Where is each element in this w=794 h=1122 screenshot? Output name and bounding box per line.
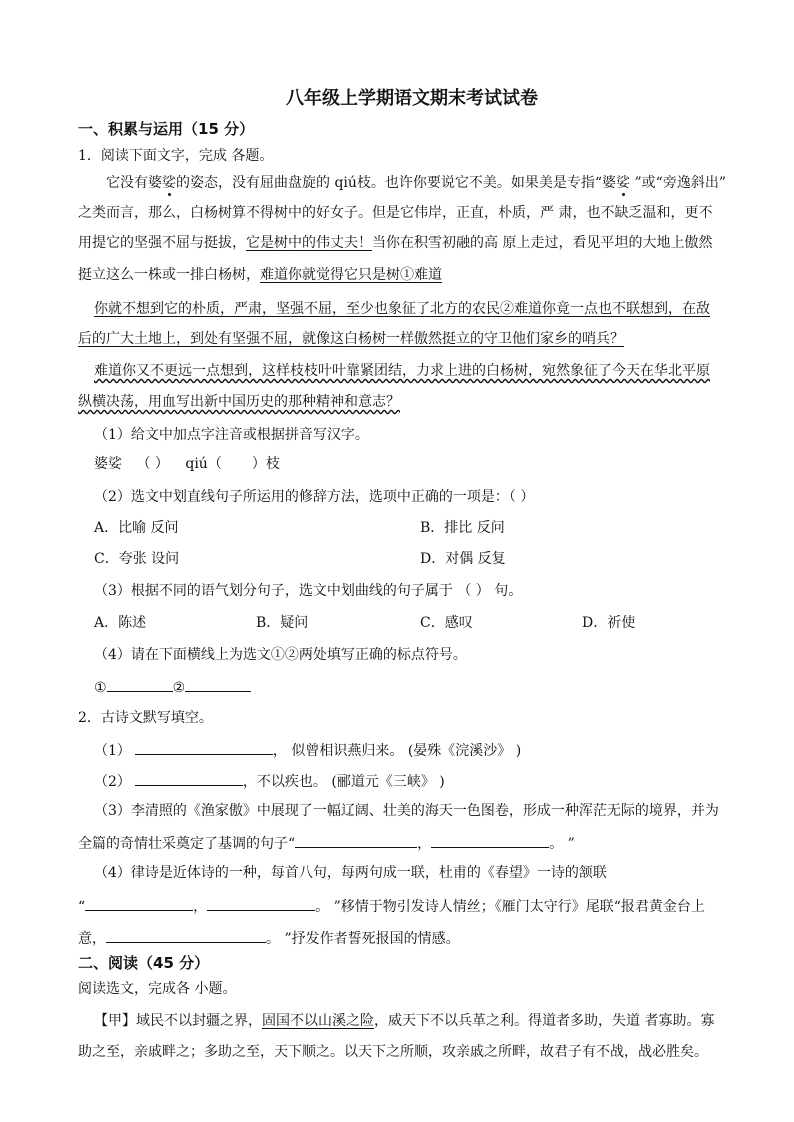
poem-blank[interactable] (207, 896, 315, 911)
blank-marker-2: ② (172, 680, 186, 696)
section-2-header: 二、阅读（45 分） (78, 954, 210, 972)
poem-text: “ (78, 899, 86, 915)
poem-text: ， (193, 899, 208, 915)
subquestion-2: （2）选文中划直线句子所运用的修辞方法，选项中正确的一项是：（ ） (94, 489, 535, 505)
subquestion-3: （3）根据不同的语气划分句子，选文中划曲线的句子属于 （ ） 句。 (94, 583, 523, 599)
option-2a[interactable]: A．比喻 反问 (94, 520, 179, 536)
option-3a[interactable]: A．陈述 (94, 615, 147, 631)
reading-intro: 阅读选文，完成各 小题。 (78, 981, 237, 997)
poem-blank[interactable] (85, 896, 193, 911)
punctuation-blanks (94, 677, 251, 697)
wavy-underlined-line: 纵横决荡，用血写出新中国历史的那种精神和意志？ (78, 394, 400, 410)
poem-text: ， (417, 836, 432, 852)
reading-jia-line-2: 助之至，亲戚畔之；多助之至，天下顺之。以天下之所顺，攻亲戚之所畔，故君子有不战，战必胜矣。 (78, 1044, 708, 1060)
passage-text: 用提它的坚强不屈与挺拔， (78, 235, 246, 251)
poem-text: 全篇的奇情壮采奠定了基调的句子“ (78, 836, 296, 852)
straight-underlined-sentence: 它是树中的伟丈夫！ (246, 235, 372, 251)
wavy-underlined-line: 难道你又不更远一点想到，这样枝枝叶叶靠紧团结，力求上进的白杨树，宛然象征了今天在华北平原 (94, 363, 710, 379)
dotted-char: 娑 (162, 175, 176, 191)
poem-text: 。 ” (549, 836, 575, 852)
poem-blank[interactable] (135, 771, 243, 786)
option-3c[interactable]: C．感叹 (420, 615, 473, 631)
passage-line (78, 234, 712, 252)
word-posuo: 婆娑 (94, 456, 122, 472)
blank-2[interactable] (185, 677, 251, 692)
poem-blank[interactable] (295, 833, 417, 848)
pinyin-qiu: qiú（ (185, 456, 222, 472)
poem-blank[interactable] (106, 928, 266, 943)
passage-text: 它没有婆 (106, 175, 162, 191)
subquestion-1: （1）给文中加点字注音或根据拼音写汉字。 (94, 427, 369, 443)
passage-line: 你就不想到它的朴质，严肃，坚强不屈，至少也象征了北方的农民②难道你竟一点也不联想到，在敌 (94, 301, 710, 317)
reading-text: 【甲】域民不以封疆之界， (94, 1013, 262, 1029)
subquestion-1-answer-row (94, 455, 280, 473)
answer-close: ）枝 (251, 456, 280, 472)
option-2c[interactable]: C．夸张 设问 (94, 551, 180, 567)
underlined-phrase: 固国不以山溪之险 (262, 1013, 374, 1029)
item-number: （1） (94, 743, 131, 759)
underlined-question: 难道你就觉得它只是树①难道 (260, 267, 442, 283)
poem-line-2 (94, 771, 445, 791)
poem-line-3: （3）李清照的《渔家傲》中展现了一幅辽阔、壮美的海天一色图卷，形成一种浑茫无际的境界，并为 (94, 803, 719, 819)
poem-blank[interactable] (431, 833, 549, 848)
blank-marker-1: ① (94, 680, 107, 696)
poem-line-4-cont (78, 896, 705, 916)
question-2-intro: 2．古诗文默写填空。 (78, 710, 213, 726)
page-title: 八年级上学期语文期末考试试卷 (286, 88, 538, 109)
passage-line: 后的广大土地上，到处有坚强不屈，就像这白杨树一样傲然挺立的守卫他们家乡的哨兵？ (78, 331, 624, 347)
poem-line-3-cont (78, 833, 575, 853)
option-2d[interactable]: D．对偶 反复 (420, 551, 506, 567)
option-3b[interactable]: B．疑问 (256, 615, 309, 631)
section-1-header: 一、积累与运用（15 分） (78, 120, 255, 138)
poem-text: ，不以疾也。 (郦道元《三峡》 ) (242, 774, 445, 790)
poem-line-1 (94, 740, 521, 760)
blank-1[interactable] (107, 677, 173, 692)
question-1-intro: 1．阅读下面文字，完成 各题。 (78, 148, 274, 164)
poem-line-4: （4）律诗是近体诗的一种，每首八句，每两句成一联，杜甫的《春望》一诗的颔联 (94, 865, 607, 881)
poem-text: ， 似曾相识燕归来。 (晏殊《浣溪沙》 ) (272, 743, 522, 759)
option-2b[interactable]: B．排比 反问 (420, 520, 505, 536)
poem-text: 。 ”抒发作者誓死报国的情感。 (266, 931, 460, 947)
option-3d[interactable]: D．祈使 (582, 615, 636, 631)
poem-blank[interactable] (135, 740, 273, 755)
poem-text: 。 ”移情于物引发诗人情丝；《雁门太守行》尾联“报君黄金台上 (315, 899, 705, 915)
passage-text: 的姿态，没有屈曲盘旋的 qiú枝。也许你要说它不美。如果美是专指“婆 (176, 175, 617, 191)
passage-line: 之类而言，那么，白杨树算不得树中的好女子。但是它伟岸，正直，朴质，严 肃，也不缺乏温和，更不 (78, 205, 713, 221)
subquestion-4: （4）请在下面横线上为选文①②两处填写正确的标点符号。 (94, 647, 467, 663)
reading-text: ，威天下不以兵革之利。得道者多助，失道 者寡助。寡 (374, 1013, 715, 1029)
passage-line (78, 266, 442, 284)
passage-text: ”或“旁逸斜出” (630, 175, 726, 191)
poem-line-4-end (78, 928, 460, 948)
passage-text: 当你在积雪初融的高 原上走过，看见平坦的大地上傲然 (372, 235, 713, 251)
item-number: （2） (94, 774, 131, 790)
dotted-char: 娑 (616, 175, 631, 191)
passage-text: 挺立这么一株或一排白杨树， (78, 267, 260, 283)
poem-text: 意， (78, 931, 106, 947)
passage-line (106, 174, 726, 192)
answer-paren[interactable]: （ ） (136, 456, 169, 472)
reading-jia-line-1 (94, 1012, 714, 1030)
